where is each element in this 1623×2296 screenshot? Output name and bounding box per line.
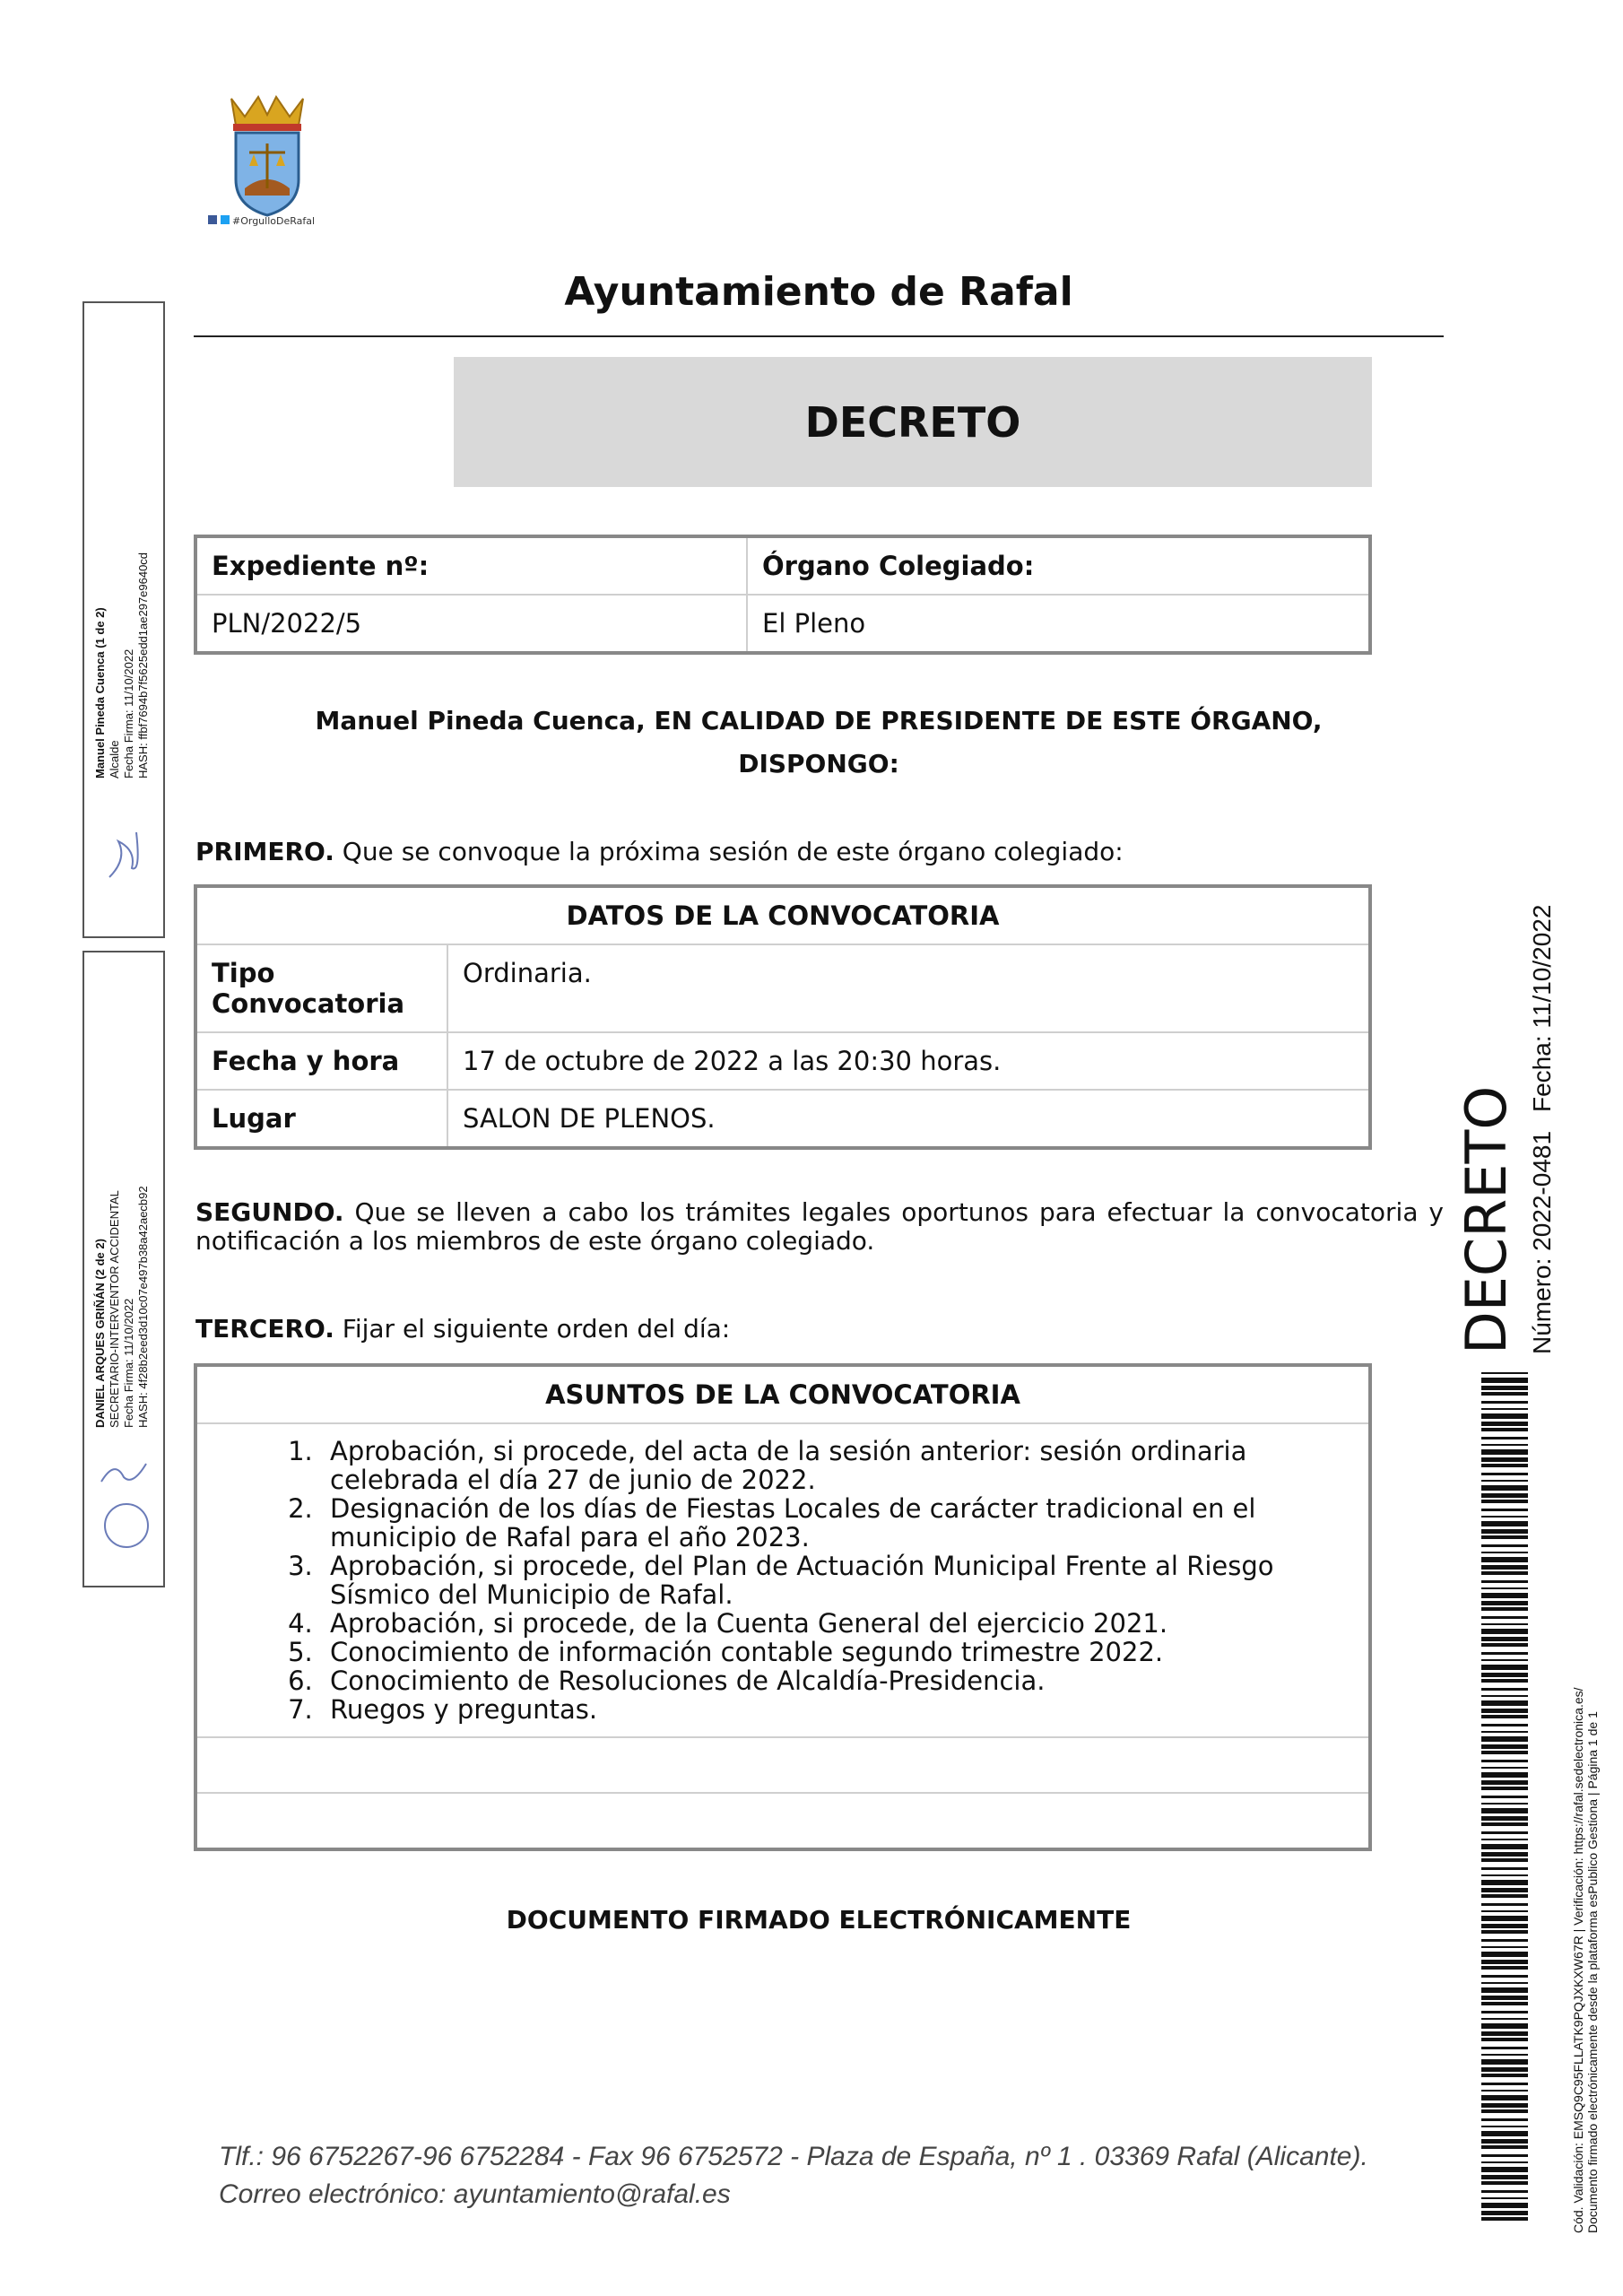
convocatoria-label: Fecha y hora bbox=[195, 1032, 447, 1090]
tercero-paragraph bbox=[195, 1315, 1444, 1344]
presidente-line1: Manuel Pineda Cuenca, EN CALIDAD DE PRESIDENTE DE ESTE ÓRGANO, bbox=[315, 706, 1323, 735]
facebook-icon bbox=[208, 215, 217, 224]
header-divider bbox=[194, 335, 1444, 337]
vertical-fecha: Fecha: 11/10/2022 bbox=[1528, 904, 1556, 1112]
blank-row bbox=[195, 1737, 1370, 1793]
expediente-table bbox=[194, 535, 1372, 655]
twitter-icon bbox=[221, 215, 230, 224]
organo-value: El Pleno bbox=[747, 595, 1370, 653]
signature-box-1 bbox=[82, 301, 165, 938]
expediente-label: Expediente nº: bbox=[195, 536, 747, 595]
primero-paragraph bbox=[195, 838, 1444, 866]
table-row bbox=[195, 1032, 1370, 1090]
list-item: 1. Aprobación, si procede, del acta de la sesión anterior: sesión ordinaria celebrada el día 27 de junio de 2022. bbox=[321, 1437, 1368, 1494]
footer-contact bbox=[219, 2138, 1368, 2213]
signature-box-2 bbox=[82, 951, 165, 1587]
presidente-line2: DISPONGO: bbox=[738, 749, 899, 778]
table-row bbox=[195, 944, 1370, 1032]
convocatoria-table bbox=[194, 884, 1372, 1150]
signature-text-2: DANIEL ARQUES GRIÑÁN (2 de 2) SECRETARIO-INTERVENTOR ACCIDENTAL Fecha Firma: 11/10/2022 HASH: 4f28b2eed3d10c07e497b38a42aecb92 bbox=[93, 1186, 150, 1428]
firmado-notice: DOCUMENTO FIRMADO ELECTRÓNICAMENTE bbox=[506, 1905, 1132, 1935]
footer-email: Correo electrónico: ayuntamiento@rafal.es bbox=[219, 2179, 731, 2209]
primero-text: Que se convoque la próxima sesión de este órgano colegiado: bbox=[334, 837, 1124, 866]
asuntos-title: ASUNTOS DE LA CONVOCATORIA bbox=[195, 1365, 1370, 1423]
segundo-lead: SEGUNDO. bbox=[195, 1197, 344, 1227]
signature-text-1: Manuel Pineda Cuenca (1 de 2) Alcalde Fecha Firma: 11/10/2022 HASH: ffbf7694b7f5625edd1ae297e9640cd bbox=[93, 552, 150, 778]
list-item: 3. Aprobación, si procede, del Plan de Actuación Municipal Frente al Riesgo Sísmico del Municipio de Rafal. bbox=[321, 1552, 1368, 1609]
segundo-text: Que se lleven a cabo los trámites legales oportunos para efectuar la convocatoria y notificación a los miembros de este órgano colegiado. bbox=[195, 1197, 1444, 1256]
asuntos-list bbox=[294, 1437, 1368, 1724]
list-item: 4. Aprobación, si procede, de la Cuenta General del ejercicio 2021. bbox=[321, 1609, 1368, 1638]
convocatoria-label: Lugar bbox=[195, 1090, 447, 1148]
vertical-numero: Número: 2022-0481 bbox=[1528, 1130, 1556, 1354]
presidente-statement bbox=[194, 700, 1444, 786]
signature-scribble-icon bbox=[100, 823, 147, 886]
convocatoria-value: SALON DE PLENOS. bbox=[447, 1090, 1370, 1148]
list-item: 2. Designación de los días de Fiestas Locales de carácter tradicional en el municipio de Rafal para el año 2023. bbox=[321, 1494, 1368, 1552]
blank-row bbox=[195, 1793, 1370, 1849]
list-item: 7. Ruegos y preguntas. bbox=[321, 1695, 1368, 1724]
convocatoria-value: Ordinaria. bbox=[447, 944, 1370, 1032]
logo-hashtag: #OrgulloDeRafal bbox=[208, 215, 315, 227]
segundo-paragraph bbox=[195, 1198, 1444, 1256]
municipal-coat-of-arms-icon bbox=[213, 90, 321, 233]
convocatoria-label: Tipo Convocatoria bbox=[195, 944, 447, 1032]
organization-name: Ayuntamiento de Rafal bbox=[564, 269, 1073, 315]
document-type-banner: DECRETO bbox=[454, 357, 1372, 487]
footer-address: Tlf.: 96 6752267-96 6752284 - Fax 96 6752572 - Plaza de España, nº 1 . 03369 Rafal (Alicante). bbox=[219, 2142, 1368, 2171]
convocatoria-title: DATOS DE LA CONVOCATORIA bbox=[195, 886, 1370, 944]
expediente-value: PLN/2022/5 bbox=[195, 595, 747, 653]
organo-label: Órgano Colegiado: bbox=[747, 536, 1370, 595]
primero-lead: PRIMERO. bbox=[195, 837, 334, 866]
validation-barcode-icon bbox=[1481, 1372, 1528, 2224]
list-item: 6. Conocimiento de Resoluciones de Alcaldía-Presidencia. bbox=[321, 1666, 1368, 1695]
list-item: 5. Conocimiento de información contable segundo trimestre 2022. bbox=[321, 1638, 1368, 1666]
table-row bbox=[195, 1090, 1370, 1148]
validation-text: Cód. Validación: EMSQ9C95FLLATK9PQJXKXW67R | Verificación: https://rafal.sedelectronica.es/ Documento firmado electrónicamente desde la plataforma esPublico Gestiona | Página 1 de 1 bbox=[1571, 1687, 1600, 2233]
asuntos-table bbox=[194, 1363, 1372, 1851]
convocatoria-value: 17 de octubre de 2022 a las 20:30 horas. bbox=[447, 1032, 1370, 1090]
tercero-text: Fijar el siguiente orden del día: bbox=[334, 1314, 731, 1344]
official-seal-icon bbox=[104, 1503, 149, 1548]
signature-scribble-icon bbox=[97, 1455, 151, 1491]
vertical-doc-type: DECRETO bbox=[1454, 1085, 1519, 1354]
tercero-lead: TERCERO. bbox=[195, 1314, 334, 1344]
